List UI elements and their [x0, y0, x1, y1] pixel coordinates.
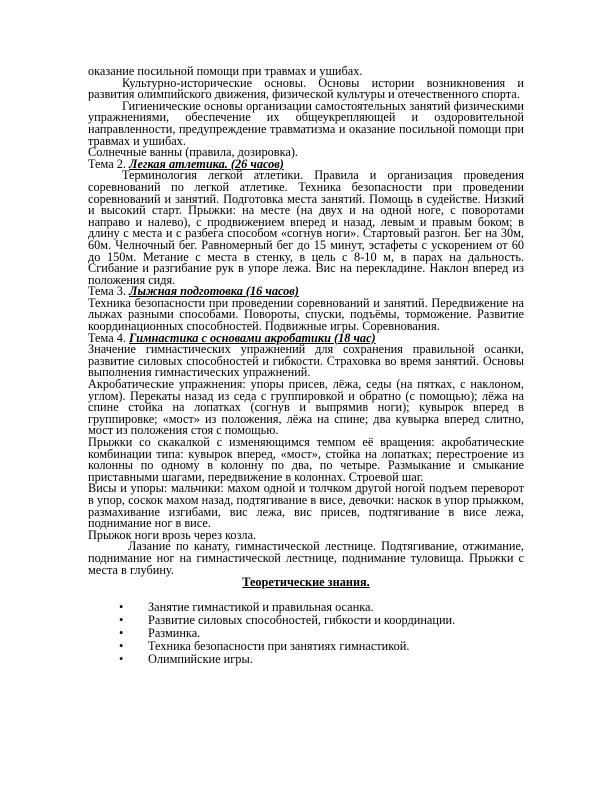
paragraph: Солнечные ванны (правила, дозировка).	[88, 145, 298, 160]
section-title: Теоретические знания.	[242, 575, 370, 590]
paragraph: Техника безопасности при проведении соревнований и занятий. Передвижение на лыжах разными способами. Повороты, спуски, подъёмы, торможение. Развитие координационных способностей. Подвижные игры. Соревнования.	[88, 295, 524, 334]
paragraph: Акробатические упражнения: упоры присев, лёжа, седы (на пятках, с наклоном, углом). Перекаты назад из седа с группировкой и обратно (с помощью); лёжа на спине стойка на лопатках (согнув и выпрямив ноги); кувырок вперед в группировке; «мост» из положения, лёжа на спине; два кувырка вперед слитно, мост из положения стоя с помощью.	[88, 377, 524, 438]
paragraph: Гигиенические основы организации самостоятельных занятий физическими упражнениями, обеспечение их общеукрепляющей и оздоровительной направленности, предупреждение травматизма и оказание посильной помощи при травмах и ушибах.	[88, 98, 524, 148]
paragraph: оказание посильной помощи при травмах и ушибах.	[88, 64, 363, 78]
document-page	[88, 66, 524, 666]
paragraph: Культурно-исторические основы. Основы истории возникновения и развития олимпийского движения, физической культуры и отечественного спорта.	[88, 75, 524, 102]
list-item: • Занятие гимнастикой и правильная осанка.	[119, 600, 374, 615]
bullet-list	[88, 601, 524, 666]
topic-label: Тема 2.	[88, 156, 126, 171]
paragraph: Лазание по канату, гимнастической лестнице. Подтягивание, отжимание, поднимание ног на гимнастической лестнице, поднимание туловища. Прыжки с места в глубину.	[88, 539, 524, 577]
bullet-icon: •	[119, 626, 124, 641]
paragraph: Висы и упоры: мальчики: махом одной и толчком другой ногой подъем переворот в упор, соскок махом назад, подтягивание в висе, девочки: наскок в упор прыжком, размахивание изгибами, вис лежа, вис присев, подтягивание в висе лежа, поднимание ног в висе.	[88, 481, 524, 531]
list-item: • Развитие силовых способностей, гибкости и координации.	[119, 613, 456, 628]
list-item: • Олимпийские игры.	[119, 652, 253, 667]
bullet-icon: •	[119, 652, 124, 667]
paragraph: Прыжки со скакалкой с изменяющимся темпом её вращения: акробатические комбинации типа: кувырок вперед, «мост», стойка на лопатках; перестроение из колонны по одному в колонну по два, по четыре. Размыкание и смыкание приставными шагами, передвижение в колоннах. Строевой шаг.	[88, 435, 524, 484]
paragraph: Прыжок ноги врозь через козла.	[88, 527, 257, 542]
bullet-icon: •	[119, 639, 124, 654]
topic-title: Легкая атлетика. (26 часов)	[129, 156, 284, 171]
topic-title: Лыжная подготовка (16 часов)	[129, 284, 299, 299]
topic-label: Тема 3.	[88, 284, 126, 299]
topic-title: Гимнастика с основами акробатики (18 час)	[129, 330, 376, 345]
paragraph: Значение гимнастических упражнений для сохранения правильной осанки, развитие силовых способностей и гибкости. Страховка во время занятий. Основы выполнения гимнастических упражнений.	[88, 342, 524, 380]
topic-label: Тема 4.	[88, 330, 126, 345]
bullet-icon: •	[119, 613, 124, 628]
list-item: • Техника безопасности при занятиях гимнастикой.	[119, 639, 410, 654]
list-item: • Разминка.	[119, 626, 201, 641]
paragraph: Терминология легкой атлетики. Правила и организация проведения соревнований по легкой атлетике. Техника безопасности при проведении соревнований и занятий. Подготовка места занятий. Помощь в судействе. Низкий и высокий старт. Прыжки: на месте (на двух и на одной ноге, с поворотами направо и налево), с продвижением вперед и назад, левым и правым боком; в длину с места и с разбега способом «согнув ноги». Стартовый разгон. Бег на 30м, 60м. Челночный бег. Равномерный бег до 15 минут, эстафеты с ускорением от 60 до 150м. Метание с места в стенку, в цель с 8-10 м, в парах на дальность. Сгибание и разгибание рук в упоре лежа. Вис на перекладине. Наклон вперед из положения сидя.	[88, 168, 524, 287]
bullet-icon: •	[119, 600, 124, 615]
